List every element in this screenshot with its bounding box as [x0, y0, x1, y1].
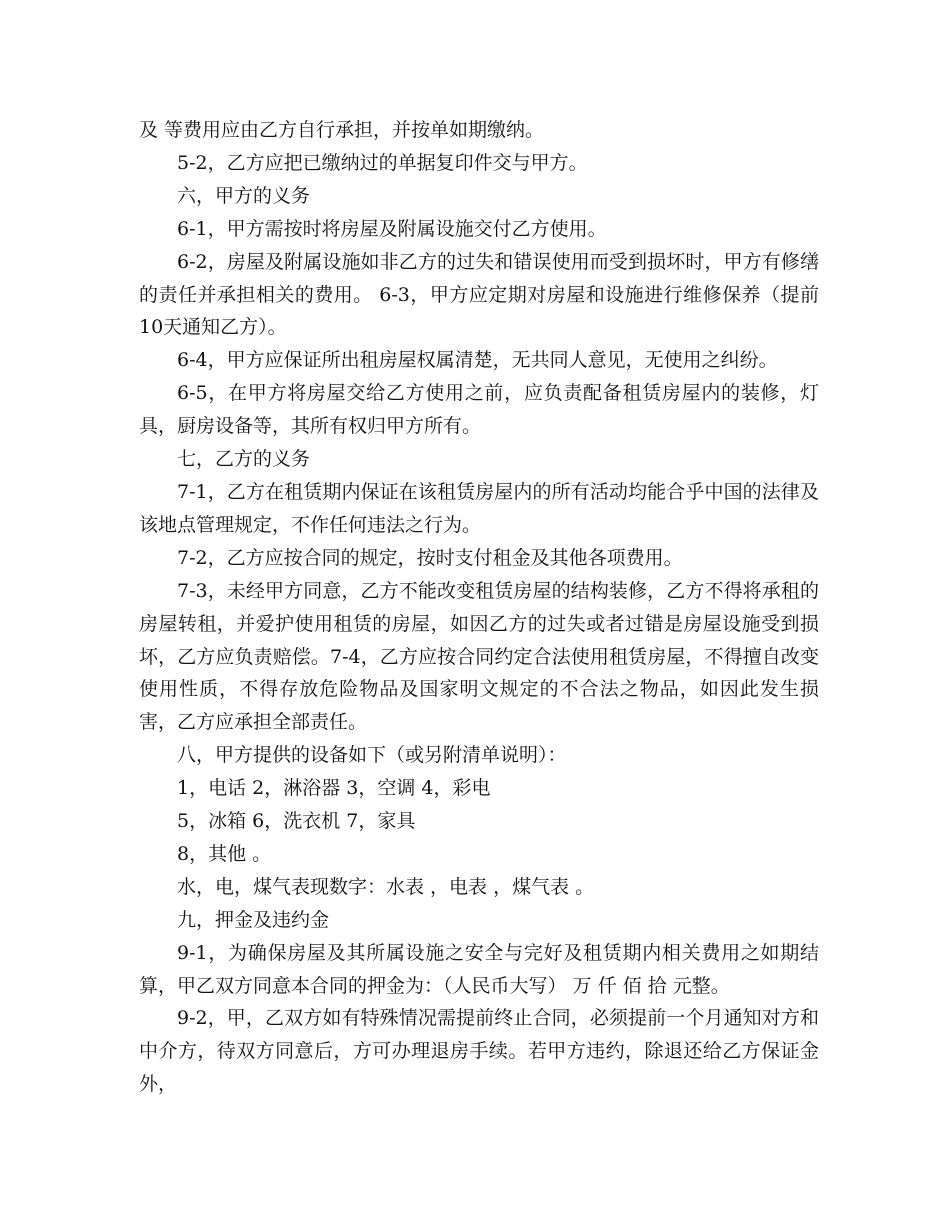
meter-readings-line: 水，电，煤气表现数字：水表 ，电表 ，煤气表 。 — [177, 875, 595, 898]
paragraph: 6-2，房屋及附属设施如非乙方的过失和错误使用而受到损坏时，甲方有修缮的责任并承担相关的费用。 6-3，甲方应定期对房屋和设施进行维修保养（提前10天通知乙方）。 — [139, 250, 819, 339]
equipment-list-line: 5，冰箱 6，洗衣机 7，家具 — [177, 810, 416, 833]
paragraph: 7-3，未经甲方同意，乙方不能改变租赁房屋的结构装修，乙方不得将承租的房屋转租，并爱护使用租赁的房屋，如因乙方的过失或者过错是房屋设施受到损坏，乙方应负责赔偿。7-4，乙方应按合同约定合法使用租赁房屋，不得擅自改变使用性质，不得存放危险物品及国家明文规定的不合法之物品，如因此发生损害，乙方应承担全部责任。 — [139, 579, 819, 734]
paragraph: 7-1，乙方在租赁期内保证在该租赁房屋内的所有活动均能合乎中国的法律及该地点管理规定，不作任何违法之行为。 — [139, 480, 819, 536]
equipment-list-line: 1，电话 2，淋浴器 3，空调 4，彩电 — [177, 777, 491, 800]
section-heading: 六，甲方的义务 — [177, 184, 311, 207]
equipment-list-line: 8，其他 。 — [177, 842, 272, 865]
paragraph: 5-2，乙方应把已缴纳过的单据复印件交与甲方。 — [177, 151, 588, 174]
paragraph: 6-4，甲方应保证所出租房屋权属清楚，无共同人意见，无使用之纠纷。 — [177, 349, 778, 372]
section-heading: 九，押金及违约金 — [177, 908, 330, 931]
paragraph: 6-5，在甲方将房屋交给乙方使用之前，应负责配备租赁房屋内的装修，灯具，厨房设备等，其所有权归甲方所有。 — [139, 382, 819, 438]
section-heading: 七，乙方的义务 — [177, 448, 311, 471]
paragraph: 9-1，为确保房屋及其所属设施之安全与完好及租赁期内相关费用之如期结算，甲乙双方同意本合同的押金为：（人民币大写） 万 仟 佰 拾 元整。 — [139, 941, 819, 997]
section-heading: 八，甲方提供的设备如下（或另附清单说明）： — [177, 744, 567, 767]
paragraph: 7-2，乙方应按合同的规定，按时支付租金及其他各项费用。 — [177, 546, 683, 569]
document-body — [139, 114, 819, 1101]
paragraph: 9-2，甲，乙双方如有特殊情况需提前终止合同，必须提前一个月通知对方和中介方，待双方同意后，方可办理退房手续。若甲方违约，除退还给乙方保证金外， — [139, 1007, 819, 1096]
paragraph: 6-1，甲方需按时将房屋及附属设施交付乙方使用。 — [177, 217, 607, 240]
paragraph: 及 等费用应由乙方自行承担，并按单如期缴纳。 — [139, 119, 545, 141]
